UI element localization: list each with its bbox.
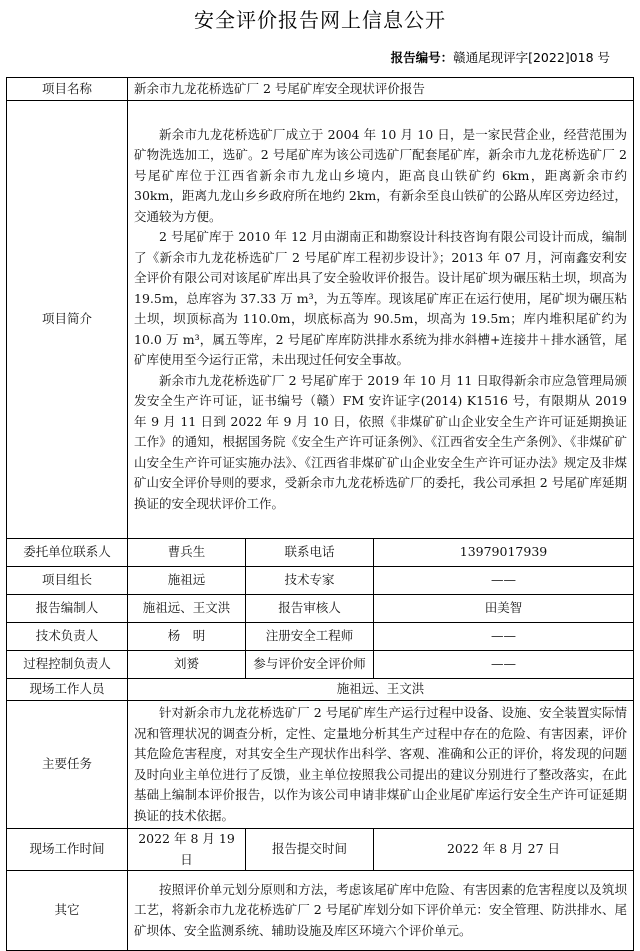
tech-lead-label: 技术负责人 — [7, 623, 128, 651]
row-project-name — [7, 78, 634, 101]
evaluator-value: —— — [374, 651, 634, 679]
other-label: 其它 — [7, 871, 128, 951]
row-tech-lead — [7, 623, 634, 651]
process-control-value: 刘赟 — [128, 651, 246, 679]
site-time-value: 2022 年 8 月 19 日 — [128, 829, 246, 871]
project-intro-text — [128, 101, 634, 539]
submit-time-value: 2022 年 8 月 27 日 — [374, 829, 634, 871]
row-main-task — [7, 701, 634, 829]
phone-label: 联系电话 — [246, 539, 374, 567]
process-control-label: 过程控制负责人 — [7, 651, 128, 679]
report-number-value: 赣通尾现评字[2022]018 号 — [453, 50, 610, 65]
team-leader-label: 项目组长 — [7, 567, 128, 595]
other-cell — [128, 871, 634, 951]
row-other — [7, 871, 634, 951]
row-client-contact — [7, 539, 634, 567]
intro-paragraph: 新余市九龙花桥选矿厂 2 号尾矿库于 2019 年 10 月 11 日取得新余市应急管理局颁发安全生产许可证，证书编号（赣）FM 安许证字(2014) K1516 号，有限期从 2019 年 9 月 11 日到 2022 年 9 月 10 日，依照《非煤矿矿山企业安全生产许可证延期换证工作》的通知，根据国务院《安全生产许可证条例》、《江西省安全生产条例》、《非煤矿矿山安全生产许可证实施办法》、《江西省非煤矿矿山企业安全生产许可证办法》规定及非煤矿山安全评价导则的要求，受新余市九龙花桥选矿厂的委托，我公司承担 2 号尾矿库延期换证的安全现状评价工作。 — [134, 372, 627, 511]
row-process-control — [7, 651, 634, 679]
project-intro-label: 项目简介 — [7, 101, 128, 539]
project-name-value: 新余市九龙花桥选矿厂 2 号尾矿库安全现状评价报告 — [128, 78, 634, 101]
site-staff-label: 现场工作人员 — [7, 679, 128, 701]
report-writer-label: 报告编制人 — [7, 595, 128, 623]
report-number — [391, 48, 610, 66]
page-title: 安全评价报告网上信息公开 — [194, 8, 446, 32]
row-project-intro — [7, 101, 634, 539]
row-site-time — [7, 829, 634, 871]
main-task-label: 主要任务 — [7, 701, 128, 829]
site-staff-value: 施祖远、王文洪 — [128, 679, 634, 701]
team-leader-value: 施祖远 — [128, 567, 246, 595]
submit-time-label: 报告提交时间 — [246, 829, 374, 871]
tech-lead-value: 杨 明 — [128, 623, 246, 651]
info-table — [6, 77, 634, 951]
intro-paragraph: 2 号尾矿库于 2010 年 12 月由湖南正和勘察设计科技咨询有限公司设计而成，编制了《新余市九龙花桥选矿厂 2 号尾矿库工程初步设计》；2013 年 07 月，河南鑫安利安全评价有限公司对该尾矿库出具了安全验收评价报告。设计尾矿坝为碾压粘土坝，坝高为 19.5m，总库容为 37.33 万 m³，为五等库。现该尾矿库正在运行使用，尾矿坝为碾压粘土坝，坝顶标高为 110.0m，坝底标高为 90.5m，坝高为 19.5m；库内堆积尾矿约为 10.0 万 m³，属五等库，2 号尾矿库库防洪排水系统为排水斜槽+连接井＋排水涵管，尾矿库使用至今运行正常，未出现过任何安全事故。 — [134, 229, 627, 368]
row-report-writer — [7, 595, 634, 623]
site-time-label: 现场工作时间 — [7, 829, 128, 871]
tech-expert-label: 技术专家 — [246, 567, 374, 595]
row-team-leader — [7, 567, 634, 595]
report-writer-value: 施祖远、王文洪 — [128, 595, 246, 623]
other-text: 按照评价单元划分原则和方法，考虑该尾矿库中危险、有害因素的危害程度以及筑坝工艺，将新余市九龙花桥选矿厂 2 号尾矿库划分如下评价单元：安全管理、防洪排水、尾矿坝体、安全监测系统、辅助设施及库区环境六个评价单元。 — [134, 881, 627, 938]
main-task-cell — [128, 701, 634, 829]
report-number-label: 报告编号： — [390, 50, 454, 65]
tech-expert-value: —— — [374, 567, 634, 595]
intro-paragraph: 新余市九龙花桥选矿厂成立于 2004 年 10 月 10 日，是一家民营企业，经营范围为矿物洗选加工，选矿。2 号尾矿库为该公司选矿厂配套尾矿库，新余市九龙花桥选矿厂 2 号尾矿库位于江西省新余市九龙山乡境内，距高良山铁矿约 6km，距离新余市约 30km，距离九龙山乡乡政府所在地约 2km，有新余至良山铁矿的公路从库区旁边经过，交通较为方便。 — [134, 126, 627, 224]
safety-engineer-label: 注册安全工程师 — [246, 623, 374, 651]
row-site-staff — [7, 679, 634, 701]
evaluator-label: 参与评价安全评价师 — [246, 651, 374, 679]
main-task-text: 针对新余市九龙花桥选矿厂 2 号尾矿库生产运行过程中设备、设施、安全装置实际情况和管理状况的调查分析，定性、定量地分析其生产过程中存在的危险、有害因素，评价其危险危害程度，对其安全生产现状作出科学、客观、准确和公正的评价，将发现的问题及时向业主单位进行了反馈，业主单位按照我公司提出的建议分别进行了整改落实，在此基础上编制本评价报告，以作为该公司申请非煤矿山企业尾矿库运行安全生产许可证延期换证的技术依据。 — [134, 705, 627, 823]
project-name-label: 项目名称 — [7, 78, 128, 101]
report-reviewer-value: 田美智 — [374, 595, 634, 623]
safety-engineer-value: —— — [374, 623, 634, 651]
report-reviewer-label: 报告审核人 — [246, 595, 374, 623]
client-contact-label: 委托单位联系人 — [7, 539, 128, 567]
phone-value: 13979017939 — [374, 539, 634, 567]
client-contact-value: 曹兵生 — [128, 539, 246, 567]
